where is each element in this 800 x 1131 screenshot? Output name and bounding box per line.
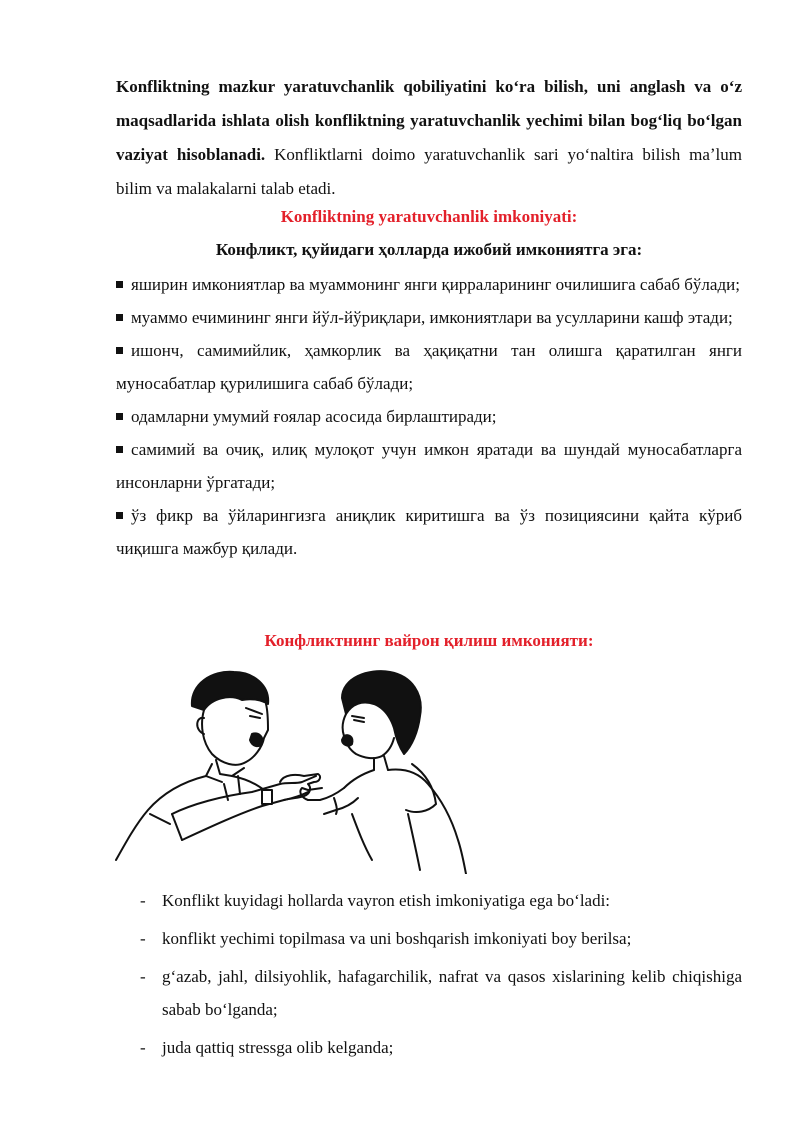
positive-list (116, 268, 742, 565)
square-bullet-icon (116, 446, 123, 453)
list-item: - gʻazab, jahl, dilsiyohlik, hafagarchilik, nafrat va qasos xislarining kelib chiqishiga sabab boʻlganda; (140, 960, 742, 1026)
list-item: муаммо ечимининг янги йўл-йўриқлари, имкониятлари ва усулларини кашф этади; (116, 301, 742, 334)
list-item: одамларни умумий ғоялар асосида бирлаштиради; (116, 400, 742, 433)
dash-bullet-icon: - (140, 891, 146, 910)
intro-regular-text: Konfliktlarni doimo yaratuvchanlik sari yoʻnaltira bilish maʼlum bilim va malakalarni talab etadi. (116, 145, 742, 198)
list-item: яширин имкониятлар ва муаммонинг янги қирраларининг очилишига сабаб бўлади; (116, 268, 742, 301)
list-item: - konflikt yechimi topilmasa va uni boshqarish imkoniyati boy berilsa; (140, 922, 742, 955)
square-bullet-icon (116, 413, 123, 420)
heading-destructive: Конфликтнинг вайрон қилиш имконияти: (264, 631, 594, 650)
heading-creative: Konfliktning yaratuvchanlik imkoniyati: (280, 207, 578, 226)
square-bullet-icon (116, 281, 123, 288)
dash-bullet-icon: - (140, 1038, 146, 1057)
list-item: - Konflikt kuyidagi hollarda vayron etish imkoniyatiga ega boʻladi: (140, 884, 742, 917)
list-item: - juda qattiq stressga olib kelganda; (140, 1031, 742, 1064)
dash-bullet-icon: - (140, 967, 146, 986)
square-bullet-icon (116, 347, 123, 354)
list-item: ўз фикр ва ўйларингизга аниқлик киритишга ва ўз позициясини қайта кўриб чиқишга мажбур қилади. (116, 506, 742, 558)
square-bullet-icon (116, 512, 123, 519)
woman-figure (300, 671, 466, 874)
square-bullet-icon (116, 314, 123, 321)
intro-bold-text: Konfliktning mazkur yaratuvchanlik qobiliyatini koʻra bilish, uni anglash va oʻz maqsadlarida ishlata olish konfliktning yaratuvchanlik yechimi bilan bogʻliq boʻlgan vaziyat hisoblanadi. (116, 77, 742, 164)
subheading-positive: Конфликт, қуйидаги ҳолларда ижобий имкониятга эга: (215, 240, 643, 259)
destructive-list (140, 884, 742, 1069)
intro-paragraph (116, 70, 742, 206)
list-item: ишонч, самимийлик, ҳамкорлик ва ҳақиқатни тан олишга қаратилган янги муносабатлар қурилишига сабаб бўлади; (116, 341, 742, 393)
man-figure (116, 672, 320, 860)
dash-bullet-icon: - (140, 929, 146, 948)
list-item: самимий ва очиқ, илиқ мулоқот учун имкон яратади ва шундай муносабатларга инсонларни ўргатади; (116, 440, 742, 492)
arguing-couple-illustration (112, 664, 480, 874)
